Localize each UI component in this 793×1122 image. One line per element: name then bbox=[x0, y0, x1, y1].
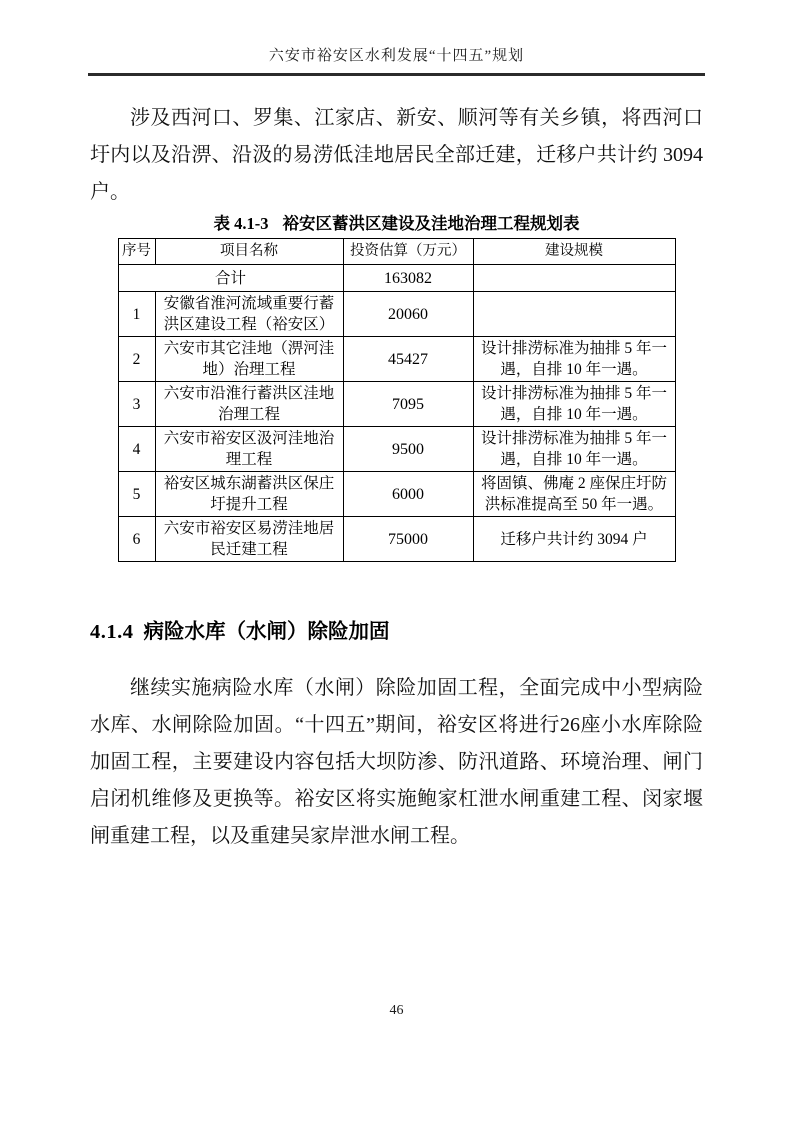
investment-cell: 75000 bbox=[343, 517, 473, 562]
scale-cell: 设计排涝标准为抽排 5 年一遇，自排 10 年一遇。 bbox=[473, 337, 675, 382]
table-total-row bbox=[118, 265, 675, 292]
page-number: 46 bbox=[389, 1003, 404, 1018]
paragraph-relocation: 涉及西河口、罗集、江家店、新安、顺河等有关乡镇，将西河口圩内以及沿淠、沿汲的易涝低洼地居民全部迁建，迁移户共计约 3094 户。 bbox=[90, 107, 703, 203]
table-row bbox=[118, 472, 675, 517]
col-header-investment: 投资估算（万元） bbox=[343, 239, 473, 265]
project-name-cell: 六安市其它洼地（淠河洼地）治理工程 bbox=[155, 337, 343, 382]
investment-cell: 45427 bbox=[343, 337, 473, 382]
table-row bbox=[118, 517, 675, 562]
total-label-cell: 合计 bbox=[118, 265, 343, 292]
total-investment-cell: 163082 bbox=[343, 265, 473, 292]
project-name-cell: 六安市沿淮行蓄洪区洼地治理工程 bbox=[155, 382, 343, 427]
investment-cell: 6000 bbox=[343, 472, 473, 517]
scale-cell: 设计排涝标准为抽排 5 年一遇，自排 10 年一遇。 bbox=[473, 427, 675, 472]
table-caption bbox=[0, 213, 793, 235]
table-header bbox=[118, 239, 675, 265]
table-row bbox=[118, 427, 675, 472]
scale-cell: 将固镇、佛庵 2 座保庄圩防洪标准提高至 50 年一遇。 bbox=[473, 472, 675, 517]
row-number-cell: 1 bbox=[118, 292, 155, 337]
section-title: 病险水库（水闸）除险加固 bbox=[143, 621, 390, 643]
col-header-scale: 建设规模 bbox=[473, 239, 675, 265]
investment-cell: 20060 bbox=[343, 292, 473, 337]
table-caption-title: 裕安区蓄洪区建设及洼地治理工程规划表 bbox=[282, 214, 580, 233]
page-header bbox=[0, 0, 793, 76]
header-title: 六安市裕安区水利发展“十四五”规划 bbox=[268, 48, 525, 64]
investment-cell: 9500 bbox=[343, 427, 473, 472]
header-rule bbox=[88, 73, 705, 76]
paragraph-reinforcement: 继续实施病险水库（水闸）除险加固工程，全面完成中小型病险水库、水闸除险加固。“十四五”期间，裕安区将进行26座小水库除险加固工程，主要建设内容包括大坝防渗、防汛道路、环境治理、闸门启闭机维修及更换等。裕安区将实施鲍家杠泄水闸重建工程、闵家堰闸重建工程，以及重建吴家岸泄水闸工程。 bbox=[90, 677, 703, 847]
table-row bbox=[118, 292, 675, 337]
row-number-cell: 3 bbox=[118, 382, 155, 427]
project-name-cell: 裕安区城东湖蓄洪区保庄圩提升工程 bbox=[155, 472, 343, 517]
section-heading bbox=[90, 620, 703, 644]
scale-cell: 设计排涝标准为抽排 5 年一遇，自排 10 年一遇。 bbox=[473, 382, 675, 427]
investment-cell: 7095 bbox=[343, 382, 473, 427]
project-name-cell: 六安市裕安区易涝洼地居民迁建工程 bbox=[155, 517, 343, 562]
project-name-cell: 六安市裕安区汲河洼地治理工程 bbox=[155, 427, 343, 472]
col-header-no: 序号 bbox=[118, 239, 155, 265]
table-caption-label: 表 4.1-3 bbox=[213, 214, 269, 233]
row-number-cell: 5 bbox=[118, 472, 155, 517]
scale-cell bbox=[473, 292, 675, 337]
row-number-cell: 6 bbox=[118, 517, 155, 562]
project-name-cell: 安徽省淮河流域重要行蓄洪区建设工程（裕安区） bbox=[155, 292, 343, 337]
total-scale-cell bbox=[473, 265, 675, 292]
section-number: 4.1.4 bbox=[90, 621, 134, 643]
scale-cell: 迁移户共计约 3094 户 bbox=[473, 517, 675, 562]
row-number-cell: 2 bbox=[118, 337, 155, 382]
col-header-name: 项目名称 bbox=[155, 239, 343, 265]
table-row bbox=[118, 382, 675, 427]
row-number-cell: 4 bbox=[118, 427, 155, 472]
table-body bbox=[118, 265, 675, 562]
table-row bbox=[118, 337, 675, 382]
table-header-row bbox=[118, 239, 675, 265]
planning-table bbox=[118, 238, 676, 562]
